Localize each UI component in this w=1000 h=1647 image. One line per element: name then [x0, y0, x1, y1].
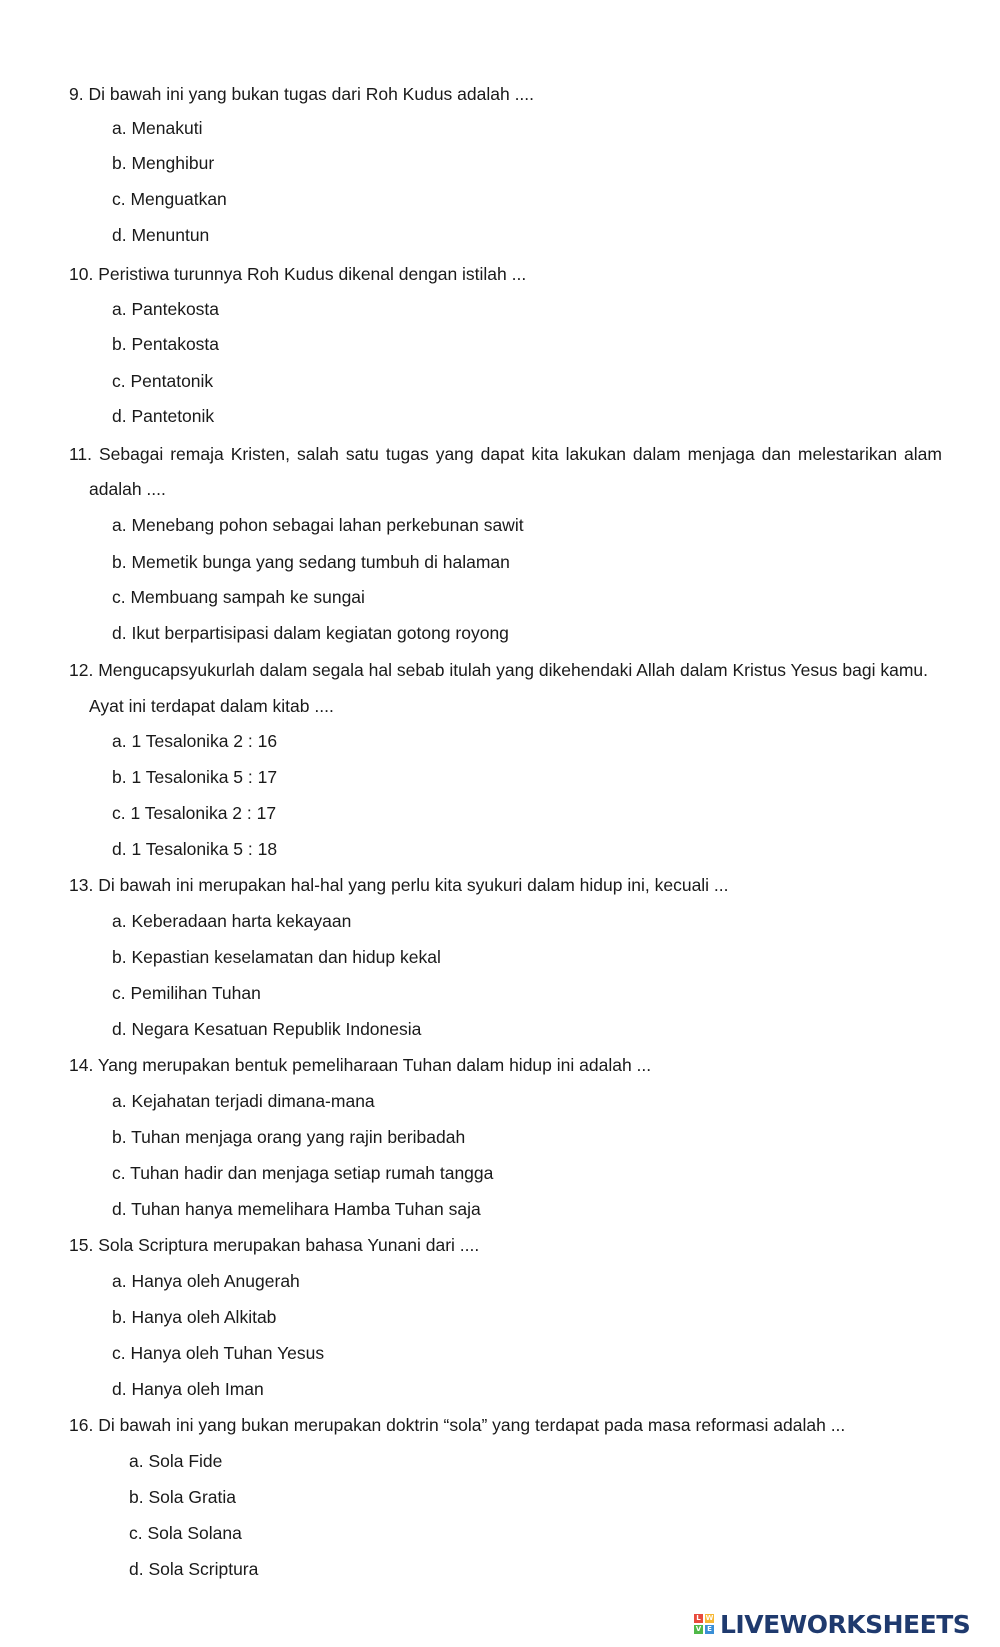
question-12-option-a[interactable]: a. 1 Tesalonika 2 : 16 [112, 731, 278, 751]
question-9-option-d[interactable]: d. Menuntun [112, 225, 210, 245]
question-16-option-a[interactable]: a. Sola Fide [129, 1451, 223, 1471]
question-11-option-c[interactable]: c. Membuang sampah ke sungai [112, 587, 365, 607]
question-9-option-a[interactable]: a. Menakuti [112, 118, 203, 138]
question-14-option-a[interactable]: a. Kejahatan terjadi dimana-mana [112, 1091, 375, 1111]
question-10-option-d[interactable]: d. Pantetonik [112, 406, 215, 426]
question-11-option-a[interactable]: a. Menebang pohon sebagai lahan perkebunan sawit [112, 515, 524, 535]
question-15-option-c[interactable]: c. Hanya oleh Tuhan Yesus [112, 1343, 325, 1363]
logo-mark-tile: E [705, 1625, 714, 1634]
question-10-option-b[interactable]: b. Pentakosta [112, 334, 220, 354]
question-10-option-a[interactable]: a. Pantekosta [112, 299, 220, 319]
question-14-option-b[interactable]: b. Tuhan menjaga orang yang rajin beribadah [112, 1127, 466, 1147]
logo-mark-icon [694, 1614, 714, 1634]
question-12-option-d[interactable]: d. 1 Tesalonika 5 : 18 [112, 839, 278, 859]
question-16-text: 16. Di bawah ini yang bukan merupakan doktrin “sola” yang terdapat pada masa reformasi adalah ... [69, 1415, 846, 1435]
question-11-option-b[interactable]: b. Memetik bunga yang sedang tumbuh di halaman [112, 552, 510, 572]
question-11-option-d[interactable]: d. Ikut berpartisipasi dalam kegiatan gotong royong [112, 623, 509, 643]
question-13-option-b[interactable]: b. Kepastian keselamatan dan hidup kekal [112, 947, 441, 967]
question-14-text: 14. Yang merupakan bentuk pemeliharaan Tuhan dalam hidup ini adalah ... [69, 1055, 652, 1075]
logo-mark-tile: W [705, 1614, 714, 1622]
question-13-option-a[interactable]: a. Keberadaan harta kekayaan [112, 911, 352, 931]
question-16-option-d[interactable]: d. Sola Scriptura [129, 1559, 259, 1579]
question-15-option-b[interactable]: b. Hanya oleh Alkitab [112, 1307, 277, 1327]
question-13-text: 13. Di bawah ini merupakan hal-hal yang perlu kita syukuri dalam hidup ini, kecuali ... [69, 875, 729, 895]
question-16-option-c[interactable]: c. Sola Solana [129, 1523, 242, 1543]
question-14-option-d[interactable]: d. Tuhan hanya memelihara Hamba Tuhan saja [112, 1199, 481, 1219]
question-13-option-d[interactable]: d. Negara Kesatuan Republik Indonesia [112, 1019, 422, 1039]
question-10-option-c[interactable]: c. Pentatonik [112, 371, 214, 391]
question-9-text: 9. Di bawah ini yang bukan tugas dari Roh Kudus adalah .... [69, 84, 535, 104]
question-11-text-cont: adalah .... [89, 479, 166, 499]
logo-text: LIVEWORKSHEETS [720, 1609, 971, 1639]
question-15-option-a[interactable]: a. Hanya oleh Anugerah [112, 1271, 300, 1291]
question-12-option-b[interactable]: b. 1 Tesalonika 5 : 17 [112, 767, 278, 787]
question-12-option-c[interactable]: c. 1 Tesalonika 2 : 17 [112, 803, 277, 823]
logo-mark-tile: V [695, 1625, 702, 1633]
question-15-option-d[interactable]: d. Hanya oleh Iman [112, 1379, 264, 1399]
question-13-option-c[interactable]: c. Pemilihan Tuhan [112, 983, 261, 1003]
question-16-option-b[interactable]: b. Sola Gratia [129, 1487, 236, 1507]
question-11-text: 11. Sebagai remaja Kristen, salah satu tugas yang dapat kita lakukan dalam menjaga dan melestarikan alam [69, 444, 942, 464]
liveworksheets-logo [694, 1609, 970, 1639]
question-12-text: 12. Mengucapsyukurlah dalam segala hal sebab itulah yang dikehendaki Allah dalam Kristus Yesus bagi kamu. [69, 660, 929, 680]
question-9-option-b[interactable]: b. Menghibur [112, 153, 215, 173]
question-15-text: 15. Sola Scriptura merupakan bahasa Yunani dari .... [69, 1235, 480, 1255]
question-10-text: 10. Peristiwa turunnya Roh Kudus dikenal dengan istilah ... [69, 264, 527, 284]
question-14-option-c[interactable]: c. Tuhan hadir dan menjaga setiap rumah tangga [112, 1163, 494, 1183]
logo-mark-tile: L [694, 1614, 703, 1623]
question-9-option-c[interactable]: c. Menguatkan [112, 189, 227, 209]
question-12-text-cont: Ayat ini terdapat dalam kitab .... [89, 696, 334, 716]
